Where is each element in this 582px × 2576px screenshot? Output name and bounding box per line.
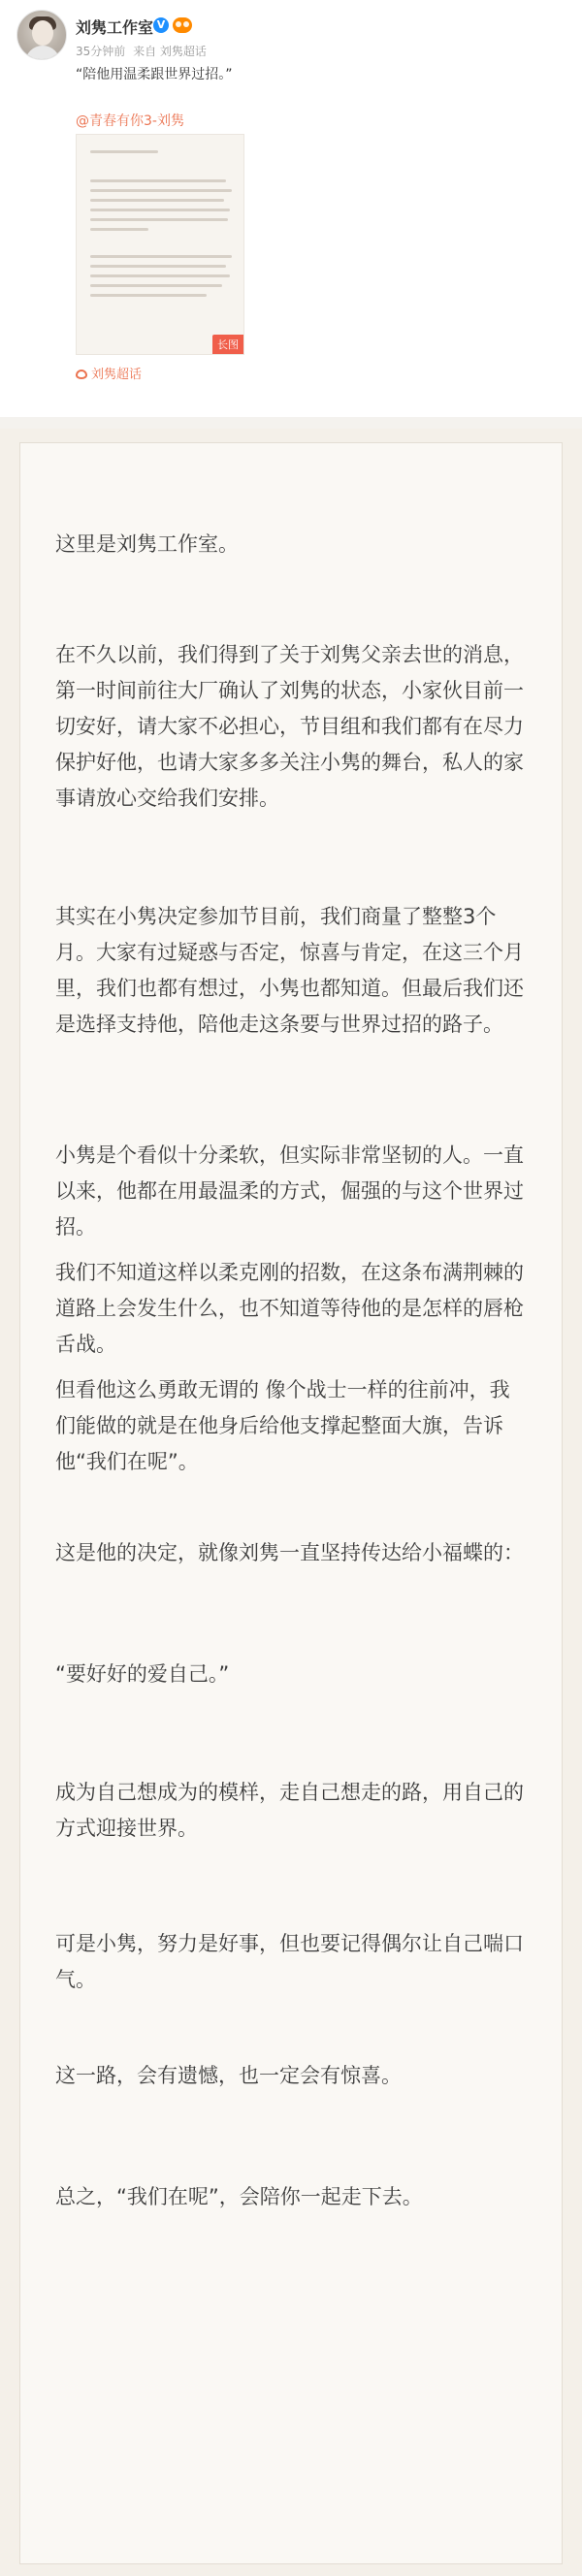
article-paragraph: 但看他这么勇敢无谓的 像个战士一样的往前冲，我们能做的就是在他身后给他支撑起整面大旗，告诉他“我们在呢”。 [55, 1378, 510, 1473]
article-paragraph: 其实在小隽决定参加节目前，我们商量了整整3个月。大家有过疑惑与否定，惊喜与肯定，在这三个月里，我们也都有想过，小隽也都知道。但最后我们还是选择支持他，陪他走这条要与世界过招的路子。 [55, 905, 524, 1036]
article-paragraph: “要好好的爱自己。” [55, 1662, 230, 1686]
article-paragraph: 在不久以前，我们得到了关于刘隽父亲去世的消息，第一时间前往大厂确认了刘隽的状态，小家伙目前一切安好，请大家不必担心，节目组和我们都有在尽力保护好他，也请大家多多关注小隽的舞台，私人的家事请放心交给我们安排。 [55, 643, 524, 810]
thumb-text-line [90, 294, 207, 297]
article-paragraph: 小隽是个看似十分柔软，但实际非常坚韧的人。一直以来，他都在用最温柔的方式，倔强的与这个世界过招。 [55, 1143, 524, 1239]
thumb-text-line [90, 189, 232, 192]
thumb-text-line [90, 199, 224, 202]
article-paragraph: 成为自己想成为的模样，走自己想走的路，用自己的方式迎接世界。 [55, 1781, 524, 1840]
vip-badge-icon [173, 17, 192, 33]
username[interactable]: 刘隽工作室 [76, 18, 154, 37]
thumb-text-line [90, 218, 228, 221]
avatar-face [32, 20, 53, 46]
article-paragraph: 我们不知道这样以柔克刚的招数，在这条布满荆棘的道路上会发生什么，也不知道等待他的是怎样的唇枪舌战。 [55, 1261, 524, 1356]
long-image-thumbnail[interactable] [76, 134, 244, 355]
article-paragraph: 总之，“我们在呢”，会陪你一起走下去。 [55, 2185, 423, 2208]
article-paragraph: 这一路，会有遗憾，也一定会有惊喜。 [55, 2064, 402, 2087]
thumb-text-line [90, 150, 158, 153]
thumb-text-line [90, 179, 226, 182]
thumb-text-line [90, 255, 232, 258]
verified-icon: V [153, 17, 169, 33]
article-paragraph: 可是小隽，努力是好事，但也要记得偶尔让自己喘口气。 [55, 1932, 524, 1991]
post-time: 35分钟前 [76, 45, 126, 58]
topic-link-label: 刘隽超话 [91, 368, 143, 382]
thumb-text-line [90, 228, 148, 231]
section-divider [0, 417, 582, 429]
topic-link[interactable] [76, 364, 142, 382]
repost-author-link[interactable]: @青春有你3-刘隽 [76, 113, 184, 129]
thumb-text-line [90, 265, 226, 268]
avatar-body [25, 46, 60, 60]
weibo-post-header [0, 0, 582, 427]
post-meta [76, 43, 207, 59]
article-card [19, 442, 563, 2564]
article-paragraph: 这里是刘隽工作室。 [55, 532, 239, 556]
topic-icon [76, 370, 87, 379]
long-image-article [0, 429, 582, 2576]
post-text: “陪他用温柔跟世界过招。” [76, 67, 233, 82]
thumb-text-line [90, 209, 230, 211]
thumb-text-line [90, 274, 230, 277]
article-paragraph: 这是他的决定，就像刘隽一直坚持传达给小福蝶的： [55, 1541, 524, 1564]
long-image-badge: 长图 [212, 335, 243, 354]
thumb-text-line [90, 284, 222, 287]
post-source[interactable]: 来自 刘隽超话 [133, 45, 207, 58]
avatar[interactable] [16, 10, 67, 60]
